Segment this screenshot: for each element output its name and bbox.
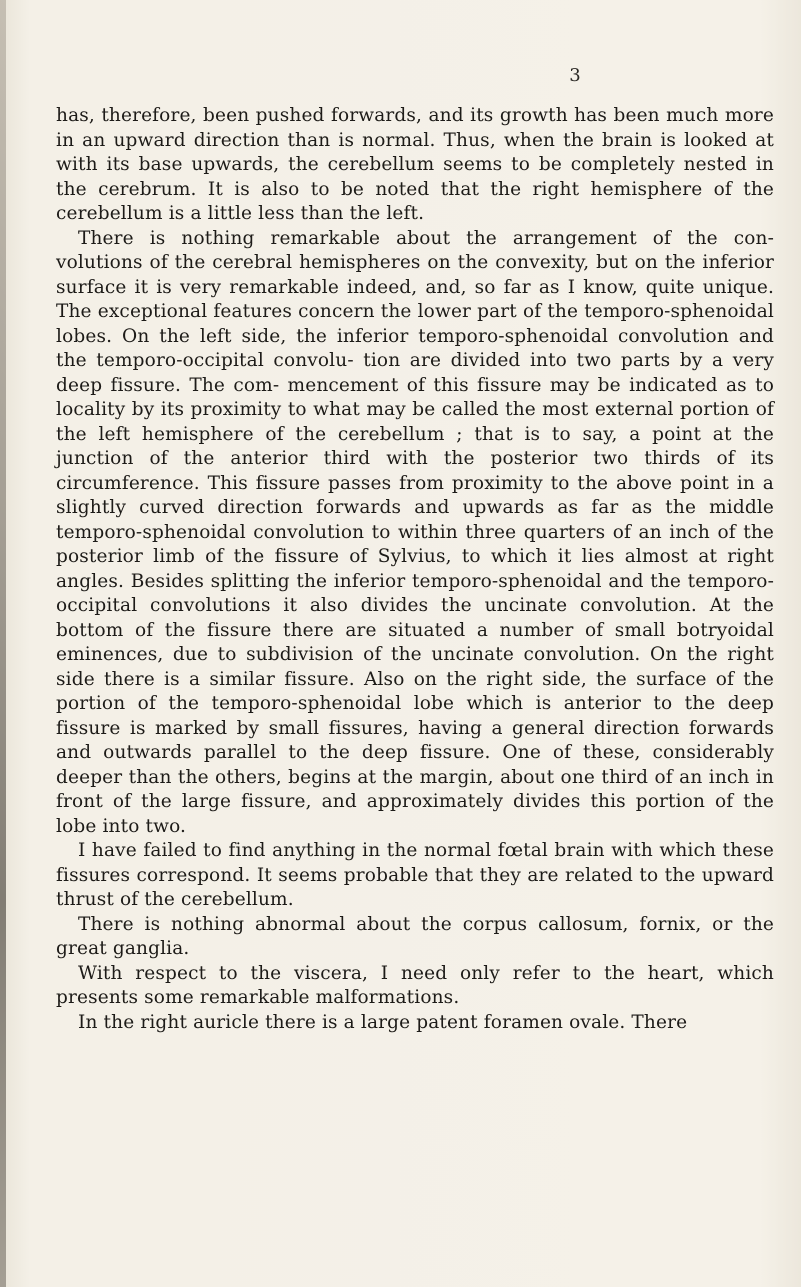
paragraph-2: There is nothing remarkable about the arrangement of the con- volutions of the cerebral hemispheres on the convexity, but on the inferior surface it is very remarkable indeed, and, so far as I know, quite unique. The exceptional features concern the lower part of the temporo-sphenoidal lobes. On the left side, the inferior temporo-sphenoidal convolution and the temporo-occipital convolu- tion are divided into two parts by a very deep fissure. The com- mencement of this fissure may be indicated as to locality by its proximity to what may be called the most external portion of the left hemisphere of the cerebellum ; that is to say, a point at the junction of the anterior third with the posterior two thirds of its circumference. This fissure passes from proximity to the above point in a slightly curved direction forwards and upwards as far as the middle temporo-sphenoidal convolution to within three quarters of an inch of the posterior limb of the fissure of Sylvius, to which it lies almost at right angles. Besides splitting the inferior temporo-sphenoidal and the temporo-occipital convolutions it also divides the uncinate convolution. At the bottom of the fissure there are situated a number of small botryoidal eminences, due to subdivision of the uncinate convolution. On the right side there is a similar fissure. Also on the right side, the surface of the portion of the temporo-sphenoidal lobe which is anterior to the deep fissure is marked by small fissures, having a general direction forwards and outwards parallel to the deep fissure. One of these, considerably deeper than the others, begins at the margin, about one third of an inch in front of the large fissure, and approximately divides this portion of the lobe into two. xyxy=(56,227,774,837)
paragraph-3: I have failed to find anything in the normal fœtal brain with which these fissures correspond. It seems probable that they are related to the upward thrust of the cerebellum. xyxy=(56,840,774,910)
paragraph-5: With respect to the viscera, I need only refer to the heart, which presents some remarkable malformations. xyxy=(56,962,774,1008)
page-number: 3 xyxy=(569,65,581,86)
body-text xyxy=(56,104,774,1035)
paragraph-1: has, therefore, been pushed forwards, and its growth has been much more in an upward direction than is normal. Thus, when the brain is looked at with its base upwards, the cerebellum seems to be completely nested in the cerebrum. It is also to be noted that the right hemisphere of the cerebellum is a little less than the left. xyxy=(56,105,774,224)
paragraph-4: There is nothing abnormal about the corpus callosum, fornix, or the great ganglia. xyxy=(56,913,774,959)
binding-shadow xyxy=(0,0,6,1287)
paragraph-6: In the right auricle there is a large patent foramen ovale. There xyxy=(78,1011,688,1033)
